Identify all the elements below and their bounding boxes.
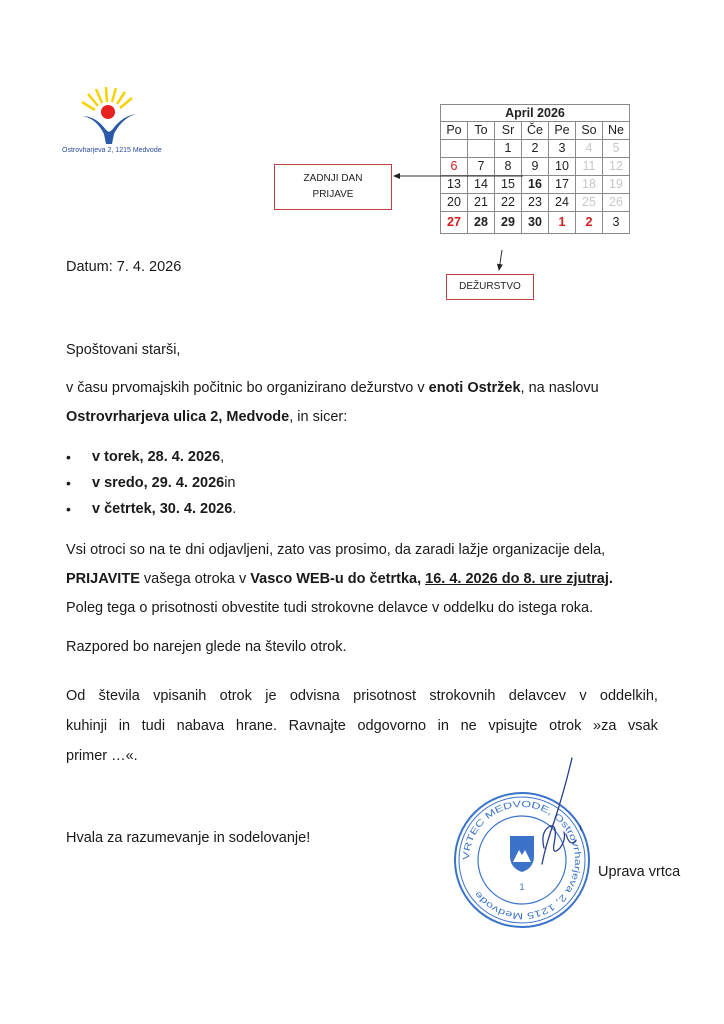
letter-date: Datum: 7. 4. 2026 bbox=[66, 259, 182, 275]
unit-address: Ostrovrharjeva ulica 2, Medvode bbox=[66, 409, 290, 425]
duty-callout: DEŽURSTVO bbox=[446, 274, 534, 300]
duty-arrow-icon bbox=[499, 250, 502, 270]
word: prisotnost bbox=[353, 688, 417, 704]
word: odgovorno bbox=[357, 718, 427, 734]
calendar-week bbox=[441, 140, 630, 158]
paragraph-registration-line3: Poleg tega o prisotnosti obvestite tudi strokovne delavce v oddelku do istega roka. bbox=[66, 600, 594, 616]
calendar-week bbox=[441, 194, 630, 212]
word: kuhinji bbox=[66, 718, 108, 734]
duty-date: v četrtek, 30. 4. 2026 bbox=[92, 501, 233, 517]
calendar-day: 8 bbox=[495, 158, 522, 176]
sun-dot-icon bbox=[101, 105, 115, 119]
calendar-week bbox=[441, 158, 630, 176]
paragraph-intro-line1 bbox=[66, 378, 599, 398]
calendar-day-holiday: 27 bbox=[441, 212, 468, 234]
calendar-week bbox=[441, 176, 630, 194]
word: vsak bbox=[628, 718, 658, 734]
letter-greeting: Spoštovani starši, bbox=[66, 342, 181, 358]
list-item bbox=[66, 496, 236, 522]
text: Vasco WEB-u do četrtka, bbox=[250, 571, 426, 587]
calendar-day: 24 bbox=[549, 194, 576, 212]
stamp-number: 1 bbox=[519, 882, 525, 892]
deadline-callout-line1: ZADNJI DAN bbox=[303, 173, 363, 184]
word: strokovnih bbox=[429, 688, 496, 704]
bullet-icon: • bbox=[66, 475, 71, 491]
kindergarten-logo bbox=[62, 84, 172, 146]
text: in bbox=[224, 475, 236, 491]
word: nabava bbox=[176, 718, 225, 734]
weekday: Ne bbox=[603, 122, 630, 140]
word: tudi bbox=[141, 718, 166, 734]
duty-date: v sredo, 29. 4. 2026 bbox=[92, 475, 225, 491]
calendar-day: 1 bbox=[495, 140, 522, 158]
calendar-day-duty: 28 bbox=[468, 212, 495, 234]
calendar-day: 7 bbox=[468, 158, 495, 176]
text: vašega otroka v bbox=[139, 571, 251, 587]
calendar-day-deadline: 16 bbox=[522, 176, 549, 194]
calendar-day: 17 bbox=[549, 176, 576, 194]
deadline-callout-line2: PRIJAVE bbox=[312, 189, 354, 200]
calendar-day: 26 bbox=[603, 194, 630, 212]
calendar-table bbox=[440, 104, 630, 234]
word: je bbox=[265, 688, 277, 704]
calendar-title: April 2026 bbox=[441, 105, 630, 122]
calendar-day-duty: 30 bbox=[522, 212, 549, 234]
text: PRIJAVITE bbox=[66, 571, 140, 587]
word: in bbox=[118, 718, 131, 734]
calendar-day: 14 bbox=[468, 176, 495, 194]
calendar-day: 19 bbox=[603, 176, 630, 194]
paragraph-responsibility-line2 bbox=[66, 716, 658, 736]
calendar-day: 10 bbox=[549, 158, 576, 176]
word: ne bbox=[460, 718, 477, 734]
calendar-day: 5 bbox=[603, 140, 630, 158]
word: delavcev bbox=[508, 688, 567, 704]
handwritten-signature bbox=[520, 752, 600, 902]
word: v bbox=[579, 688, 587, 704]
calendar-week bbox=[441, 212, 630, 234]
calendar-day: 12 bbox=[603, 158, 630, 176]
word: otrok bbox=[219, 688, 252, 704]
weekday: Če bbox=[522, 122, 549, 140]
paragraph-intro-line2 bbox=[66, 407, 347, 427]
registration-deadline: 16. 4. 2026 do 8. ure zjutraj bbox=[425, 571, 609, 587]
list-item bbox=[66, 470, 236, 496]
calendar-day: 11 bbox=[576, 158, 603, 176]
text: , in sicer: bbox=[289, 409, 348, 425]
bullet-icon: • bbox=[66, 449, 71, 465]
word: oddelkih, bbox=[599, 688, 658, 704]
weekday: Sr bbox=[495, 122, 522, 140]
calendar-day: 13 bbox=[441, 176, 468, 194]
word: vpisanih bbox=[153, 688, 207, 704]
weekday: So bbox=[576, 122, 603, 140]
paragraph-registration-line1: Vsi otroci so na te dni odjavljeni, zato vas prosimo, da zaradi lažje organizacije dela, bbox=[66, 542, 606, 558]
calendar-day: 2 bbox=[522, 140, 549, 158]
text: . bbox=[608, 571, 613, 587]
calendar-day bbox=[468, 140, 495, 158]
letter-thanks: Hvala za razumevanje in sodelovanje! bbox=[66, 830, 311, 846]
word: otrok bbox=[549, 718, 582, 734]
calendar-weekdays bbox=[441, 122, 630, 140]
word: vpisujte bbox=[488, 718, 538, 734]
stamp-text: VRTEC MEDVODE, Ostrovrharjeva 2, 1215 Medvode bbox=[460, 798, 584, 922]
word: Od bbox=[66, 688, 86, 704]
weekday: Po bbox=[441, 122, 468, 140]
calendar-day bbox=[441, 140, 468, 158]
duty-dates-list bbox=[66, 444, 236, 522]
weekday: To bbox=[468, 122, 495, 140]
bullet-icon: • bbox=[66, 501, 71, 517]
calendar-day: 25 bbox=[576, 194, 603, 212]
calendar-day-holiday: 2 bbox=[576, 212, 603, 234]
calendar-day: 4 bbox=[576, 140, 603, 158]
signoff: Uprava vrtca bbox=[598, 864, 681, 880]
word: odvisna bbox=[289, 688, 340, 704]
word: in bbox=[437, 718, 449, 734]
text: v času prvomajskih počitnic bo organizirano dežurstvo v bbox=[66, 380, 429, 396]
calendar-day: 18 bbox=[576, 176, 603, 194]
calendar-day-holiday: 1 bbox=[549, 212, 576, 234]
paragraph-responsibility-line3: primer …«. bbox=[66, 748, 138, 764]
paragraph-responsibility-line1 bbox=[66, 686, 658, 706]
calendar-day: 9 bbox=[522, 158, 549, 176]
paragraph-registration-line2 bbox=[66, 569, 613, 589]
calendar-day: 20 bbox=[441, 194, 468, 212]
logo-address: Ostrovharjeva 2, 1215 Medvode bbox=[62, 147, 162, 154]
text: . bbox=[232, 501, 237, 517]
unit-name: enoti Ostržek bbox=[428, 380, 521, 396]
duty-date: v torek, 28. 4. 2026 bbox=[92, 449, 221, 465]
calendar-day: 15 bbox=[495, 176, 522, 194]
text: , na naslovu bbox=[520, 380, 599, 396]
text: , bbox=[220, 449, 225, 465]
deadline-callout bbox=[274, 164, 392, 210]
calendar-day: 3 bbox=[603, 212, 630, 234]
calendar-day: 22 bbox=[495, 194, 522, 212]
list-item bbox=[66, 444, 236, 470]
word: Ravnajte bbox=[288, 718, 346, 734]
calendar-day-holiday: 6 bbox=[441, 158, 468, 176]
word: števila bbox=[98, 688, 140, 704]
word: »za bbox=[593, 718, 617, 734]
calendar-day-duty: 29 bbox=[495, 212, 522, 234]
weekday: Pe bbox=[549, 122, 576, 140]
calendar-day: 21 bbox=[468, 194, 495, 212]
calendar-day: 3 bbox=[549, 140, 576, 158]
paragraph-schedule: Razpored bo narejen glede na število otrok. bbox=[66, 639, 347, 655]
word: hrane. bbox=[235, 718, 277, 734]
calendar-day: 23 bbox=[522, 194, 549, 212]
